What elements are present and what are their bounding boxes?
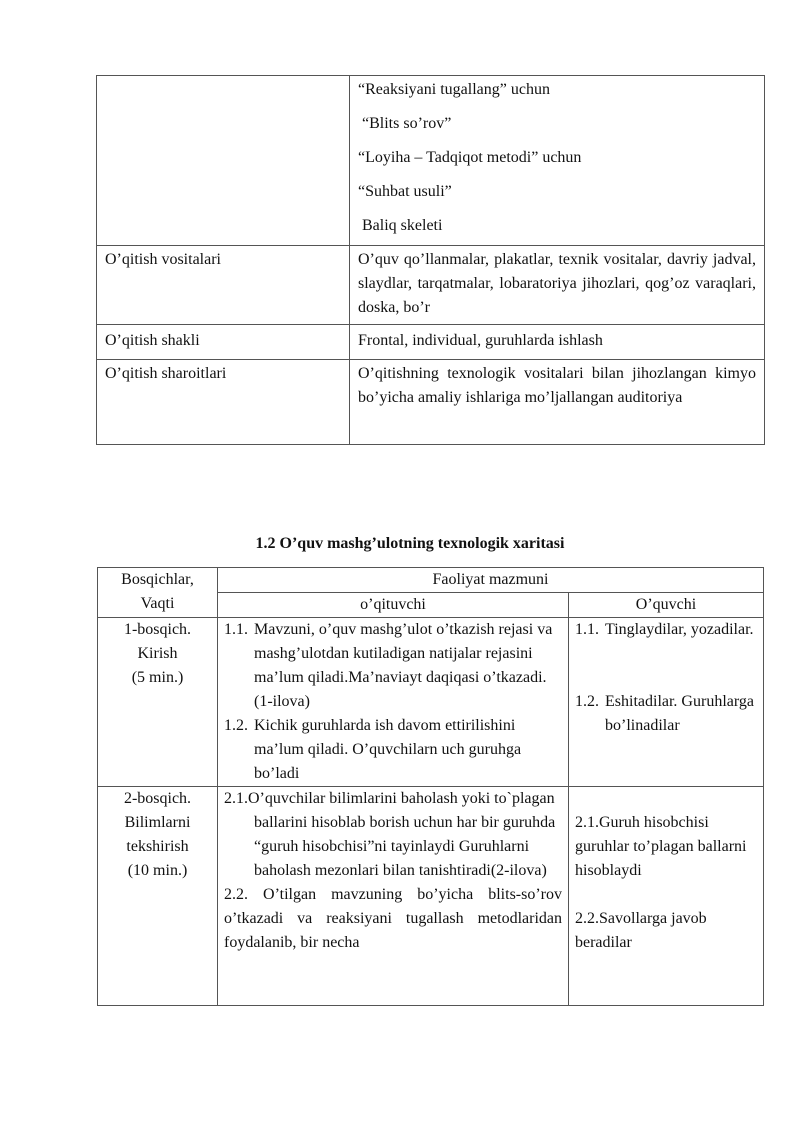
list-item <box>224 618 562 714</box>
item-number: 1.2. <box>224 717 248 734</box>
method-line: Baliq skeleti <box>358 217 443 234</box>
stage-line: tekshirish <box>126 838 189 855</box>
table-row <box>98 787 764 1006</box>
student-cell <box>569 787 764 1006</box>
item-text: Tinglaydilar, yozadilar. <box>605 621 754 638</box>
stage-cell <box>98 618 218 787</box>
item-number: 1.1. <box>575 621 599 638</box>
stage-line: Bilimlarni <box>124 814 191 831</box>
method-line: “Suhbat usuli” <box>358 183 452 200</box>
header-row <box>98 568 764 593</box>
list-item: 2.2.Savollarga javob beradilar <box>575 910 707 951</box>
row-value: O’qitishning texnologik vositalari bilan jihozlangan kimyo bo’yicha amaliy ishlariga mo’ljallangan auditoriya <box>350 360 765 445</box>
stage-line: 2-bosqich. <box>123 790 192 807</box>
stage-line: (5 min.) <box>131 669 184 686</box>
header-line: Vaqti <box>140 595 175 612</box>
teacher-cell <box>218 618 569 787</box>
list-item <box>224 714 562 786</box>
item-text: Eshitadilar. Guruhlarga bo’linadilar <box>605 693 754 734</box>
row-label: O’qitish shakli <box>97 325 350 360</box>
item-number: 1.2. <box>575 693 599 710</box>
method-line: “Loyiha – Tadqiqot metodi” uchun <box>358 149 582 166</box>
teacher-header: o’qituvchi <box>218 593 569 618</box>
list-item: 2.1.Guruh hisobchisi guruhlar to’plagan ballarni hisoblaydi <box>575 814 747 879</box>
row-label: O’qitish vositalari <box>97 246 350 325</box>
technology-map-table <box>97 567 764 1006</box>
item-text: Mavzuni, o’quv mashg’ulot o’tkazish rejasi va mashg’ulotdan kutiladigan natijalar rejasini ma’lum qiladi.Ma’naviayt daqiqasi o’tkazadi.(1-ilova) <box>254 621 553 710</box>
list-item: 2.2. O’tilgan mavzuning bo’yicha blits-so’rov o’tkazadi va reaksiyani tugallash metodlaridan foydalanib, bir necha <box>224 886 562 951</box>
row-label: O’qitish sharoitlari <box>97 360 350 445</box>
stage-line: 1-bosqich. <box>123 621 192 638</box>
method-line: “Reaksiyani tugallang” uchun <box>358 81 550 98</box>
row-value: Frontal, individual, guruhlarda ishlash <box>350 325 765 360</box>
row-value: O’quv qo’llanmalar, plakatlar, texnik vositalar, davriy jadval, slaydlar, tarqatmalar, lobaratoriya jihozlari, qog’oz varaqlari, doska, bo’r <box>350 246 765 325</box>
header-line: Bosqichlar, <box>121 571 194 588</box>
teacher-cell <box>218 787 569 1006</box>
list-item <box>575 690 757 738</box>
list-item: 2.1.O’quvchilar bilimlarini baholash yoki to`plagan ballarini hisoblab borish uchun har bir guruhda “guruh hisobchisi”ni tayinlaydi Guruhlarni baholash mezonlari bilan tanishtiradi(2-ilova) <box>224 790 556 879</box>
activity-content-header: Faoliyat mazmuni <box>218 568 764 593</box>
table-row <box>98 618 764 787</box>
table-row <box>97 360 765 445</box>
method-line: “Blits so’rov” <box>358 115 452 132</box>
organizational-table <box>96 75 765 445</box>
list-item <box>575 618 757 642</box>
table-row <box>97 76 765 246</box>
item-text: Kichik guruhlarda ish davom ettirilishini ma’lum qiladi. O’quvchilarn uch guruhga bo’ladi <box>254 717 522 782</box>
stage-time-header <box>98 568 218 618</box>
table-row <box>97 325 765 360</box>
empty-label-cell <box>97 76 350 246</box>
item-number: 1.1. <box>224 621 248 638</box>
stage-line: Kirish <box>137 645 178 662</box>
section-title: 1.2 O’quv mashg’ulotning texnologik xaritasi <box>255 535 565 552</box>
methods-cell <box>350 76 765 246</box>
stage-cell <box>98 787 218 1006</box>
student-header: O’quvchi <box>569 593 764 618</box>
student-cell <box>569 618 764 787</box>
stage-line: (10 min.) <box>127 862 188 879</box>
table-row <box>97 246 765 325</box>
